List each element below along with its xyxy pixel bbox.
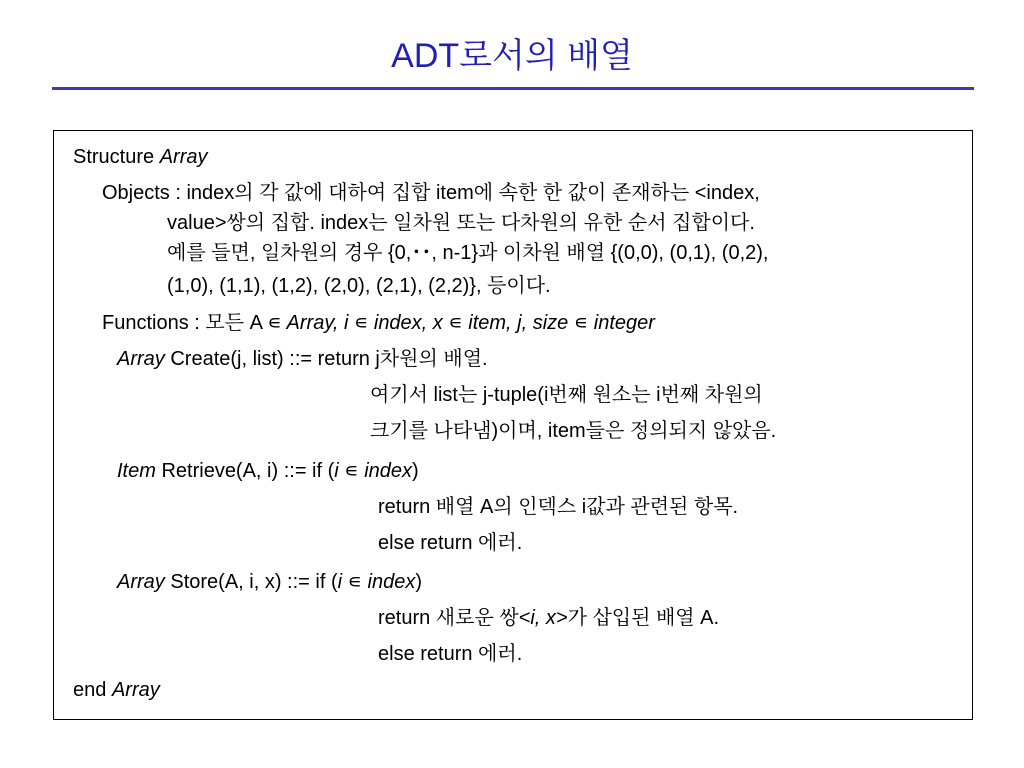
store-line xyxy=(117,570,422,594)
slide-title: ADT로서의 배열 xyxy=(391,37,633,75)
retrieve-return: return 배열 A의 인덱스 i값과 관련된 항목. xyxy=(378,496,739,518)
end-name: Array xyxy=(111,679,160,701)
store-close: ) xyxy=(415,571,423,593)
structure-keyword: Structure xyxy=(73,146,160,168)
store-return-prefix: return 새로운 쌍 xyxy=(378,607,519,629)
store-return-type: Array xyxy=(117,571,165,593)
end-keyword: end xyxy=(73,679,112,701)
store-condition: i ∊ index xyxy=(337,571,416,593)
end-line xyxy=(73,678,160,702)
retrieve-close: ) xyxy=(412,460,419,482)
store-signature: Store(A, i, x) ::= if ( xyxy=(164,571,338,593)
create-line xyxy=(117,347,488,371)
store-return xyxy=(378,606,719,630)
retrieve-else: else return 에러. xyxy=(378,532,523,554)
functions-signature: ∊ Array, i ∊ index, x ∊ item, j, size ∊ integer xyxy=(267,312,655,334)
store-return-pair: <i, x> xyxy=(518,607,568,629)
retrieve-condition: i ∊ index xyxy=(334,460,413,482)
objects-line-1: Objects : index의 각 값에 대하여 집합 item에 속한 한 값이 존재하는 <index, xyxy=(102,182,760,204)
adt-spec-box xyxy=(53,130,973,720)
structure-line xyxy=(73,145,208,169)
structure-name: Array xyxy=(159,146,208,168)
objects-line-2: value>쌍의 집합. index는 일차원 또는 다차원의 유한 순서 집합이다. xyxy=(167,212,755,234)
create-signature: Create(j, list) ::= return j차원의 배열. xyxy=(164,348,488,370)
store-return-suffix: 가 삽입된 배열 A. xyxy=(567,607,720,629)
retrieve-return-type: Item xyxy=(117,460,156,482)
create-return-type: Array xyxy=(117,348,165,370)
functions-prefix: Functions : 모든 A xyxy=(102,312,268,334)
objects-line-4: (1,0), (1,1), (1,2), (2,0), (2,1), (2,2)}, 등이다. xyxy=(167,275,551,297)
functions-line xyxy=(102,311,655,335)
create-desc-1: 여기서 list는 j-tuple(i번째 원소는 i번째 차원의 xyxy=(370,384,763,406)
objects-line-3: 예를 들면, 일차원의 경우 {0,･･, n-1}과 이차원 배열 {(0,0), (0,1), (0,2), xyxy=(167,242,769,264)
retrieve-signature: Retrieve(A, i) ::= if ( xyxy=(155,460,335,482)
store-else: else return 에러. xyxy=(378,643,523,665)
title-divider xyxy=(52,87,974,90)
create-desc-2: 크기를 나타냄)이며, item들은 정의되지 않았음. xyxy=(370,420,777,442)
retrieve-line xyxy=(117,459,419,483)
